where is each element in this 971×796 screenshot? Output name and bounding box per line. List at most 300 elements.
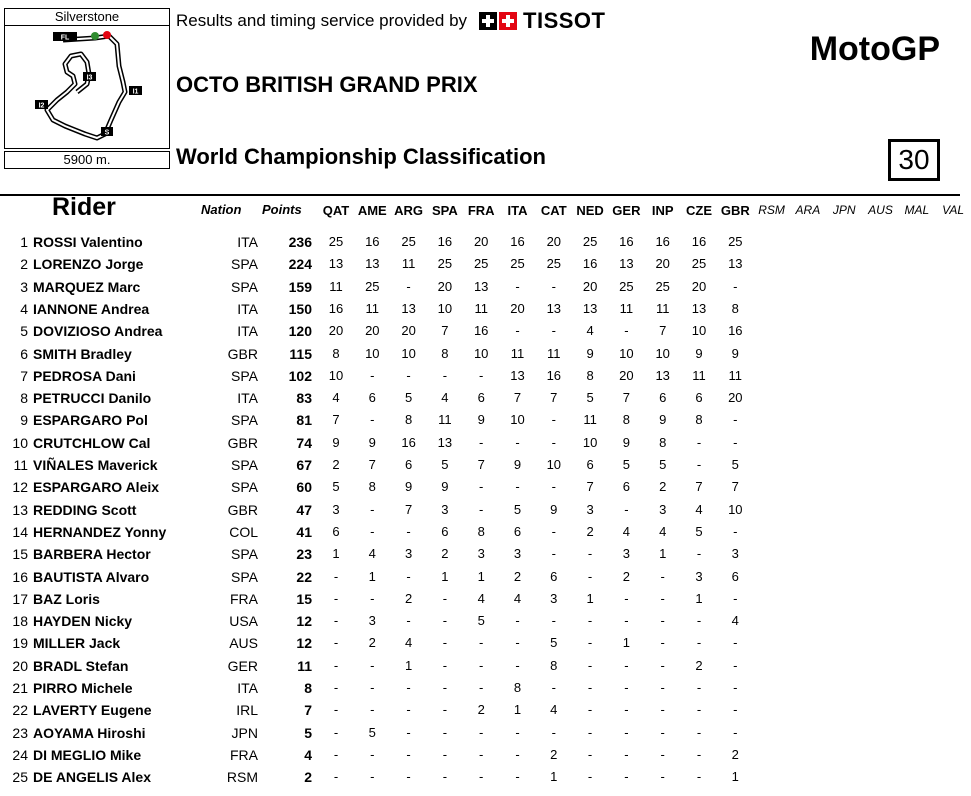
race-result: 4 — [368, 546, 376, 562]
race-result: - — [515, 635, 520, 651]
table-row — [0, 591, 960, 613]
race-result: 10 — [473, 345, 489, 361]
race-result: 25 — [582, 234, 598, 249]
race-result: 20 — [691, 278, 707, 294]
race-result: - — [406, 278, 411, 294]
race-result: 8 — [404, 412, 413, 428]
race-result: - — [624, 657, 629, 673]
race-result: 11 — [583, 412, 597, 428]
table-row — [0, 635, 960, 657]
race-result: 2 — [695, 657, 703, 673]
rider-nation: ITA — [237, 300, 258, 317]
rider-nation: AUS — [229, 635, 258, 652]
race-result: - — [479, 635, 484, 651]
race-result: - — [696, 457, 702, 472]
race-result: 1 — [441, 568, 449, 584]
timing-provider — [176, 8, 605, 34]
race-result: - — [551, 613, 556, 629]
race-result: 3 — [513, 546, 522, 562]
race-result: 3 — [586, 501, 594, 517]
race-result: 16 — [619, 234, 634, 249]
column-header-mal: MAL — [904, 203, 930, 217]
table-row — [0, 569, 960, 591]
race-result: 11 — [655, 300, 670, 316]
race-result: 25 — [728, 234, 743, 249]
rider-points: 12 — [296, 613, 312, 630]
race-result: - — [333, 680, 339, 695]
rider-points: 120 — [288, 323, 312, 340]
race-result: 7 — [731, 479, 739, 495]
rider-nation: ITA — [237, 323, 258, 340]
race-result: 11 — [438, 412, 452, 428]
race-result: - — [733, 702, 738, 718]
series-title: MotoGP — [809, 30, 940, 68]
race-result: 25 — [401, 234, 416, 249]
rider-name: DOVIZIOSO Andrea — [33, 323, 163, 340]
rider-name: REDDING Scott — [33, 501, 137, 518]
rider-position: 2 — [20, 256, 28, 273]
rider-name: DE ANGELIS Alex — [33, 769, 151, 786]
race-result: 13 — [328, 256, 344, 272]
rider-points: 236 — [288, 234, 312, 250]
column-header-inp: INP — [651, 203, 674, 218]
race-result: 9 — [622, 434, 630, 450]
race-result: 20 — [510, 300, 525, 316]
race-result: 11 — [474, 300, 488, 316]
race-result: 10 — [582, 434, 598, 450]
rider-points: 4 — [304, 746, 312, 763]
race-result: 1 — [659, 546, 667, 562]
race-result: 4 — [586, 323, 594, 339]
race-result: 13 — [655, 367, 670, 383]
race-result: 13 — [473, 278, 489, 294]
race-result: 6 — [477, 390, 485, 406]
race-result: - — [515, 278, 520, 294]
race-result: - — [551, 434, 556, 450]
table-row — [0, 390, 960, 412]
race-result: - — [624, 590, 629, 606]
race-result: - — [370, 412, 375, 428]
race-result: 11 — [547, 345, 561, 361]
race-result: - — [696, 724, 702, 740]
race-result: - — [733, 724, 738, 740]
race-result: 4 — [513, 590, 522, 606]
race-result: - — [406, 680, 411, 695]
race-result: 8 — [586, 367, 594, 383]
race-result: 16 — [655, 234, 670, 249]
race-result: 4 — [332, 390, 340, 406]
race-result: - — [696, 635, 702, 651]
race-result: 5 — [695, 523, 703, 539]
svg-text:I3: I3 — [86, 74, 93, 82]
race-result: 4 — [731, 613, 739, 629]
race-result: 3 — [332, 501, 340, 517]
race-result: - — [733, 680, 738, 695]
cross-icon — [479, 12, 497, 30]
rider-nation: SPA — [231, 568, 258, 585]
race-result: - — [696, 769, 702, 785]
rider-points: 115 — [289, 345, 312, 362]
race-result: 9 — [659, 412, 667, 428]
table-row — [0, 301, 960, 323]
race-result: 5 — [586, 390, 594, 406]
race-result: - — [660, 724, 665, 740]
rider-name: MARQUEZ Marc — [33, 278, 141, 295]
race-result: 20 — [728, 390, 743, 406]
race-result: 25 — [691, 256, 707, 272]
circuit-length: 5900 m. — [4, 151, 170, 169]
race-result: 16 — [437, 234, 453, 249]
rider-name: BAZ Loris — [33, 590, 100, 607]
table-row — [0, 435, 960, 457]
race-result: 2 — [622, 568, 630, 584]
column-header-nation: Nation — [201, 202, 242, 217]
race-result: - — [587, 657, 593, 673]
rider-name: ESPARGARO Pol — [33, 412, 148, 429]
rider-nation: GBR — [227, 345, 258, 362]
rider-points: 2 — [304, 769, 312, 786]
race-result: 3 — [659, 501, 667, 517]
race-result: 13 — [691, 300, 707, 316]
race-result: 6 — [550, 568, 558, 584]
race-result: 7 — [659, 323, 667, 339]
rider-position: 11 — [13, 457, 28, 473]
table-row — [0, 457, 960, 479]
race-result: - — [660, 613, 665, 629]
race-result: 6 — [586, 457, 594, 472]
race-result: - — [333, 746, 339, 762]
race-result: 9 — [731, 345, 739, 361]
race-result: 5 — [368, 724, 376, 740]
race-result: 8 — [332, 345, 340, 361]
race-result: - — [551, 546, 556, 562]
race-result: - — [515, 479, 520, 495]
race-result: - — [333, 568, 339, 584]
rider-points: 74 — [296, 434, 312, 451]
rider-position: 25 — [12, 769, 28, 786]
rider-points: 7 — [304, 702, 312, 719]
race-result: 20 — [365, 323, 380, 339]
race-result: - — [442, 367, 448, 383]
race-result: - — [515, 769, 520, 785]
table-row — [0, 346, 960, 368]
rider-points: 224 — [288, 256, 312, 273]
race-result: - — [551, 680, 556, 695]
column-header-fra: FRA — [467, 203, 495, 218]
column-header-ame: AME — [357, 203, 387, 218]
column-header-aus: AUS — [868, 203, 893, 217]
race-result: 16 — [401, 434, 416, 450]
race-result: 2 — [441, 546, 449, 562]
rider-points: 22 — [296, 568, 312, 585]
race-result: 1 — [513, 702, 522, 718]
round-number: 30 — [888, 139, 940, 181]
rider-position: 12 — [12, 479, 28, 496]
rider-position: 18 — [12, 613, 28, 630]
race-result: 10 — [328, 367, 344, 383]
race-result: 8 — [441, 345, 449, 361]
rider-position: 22 — [12, 702, 28, 719]
race-result: 11 — [510, 345, 525, 361]
rider-nation: SPA — [231, 457, 258, 473]
table-row — [0, 658, 960, 680]
race-result: 16 — [365, 234, 380, 249]
race-result: - — [660, 590, 665, 606]
rider-nation: ITA — [237, 390, 258, 407]
race-result: 5 — [622, 457, 630, 472]
race-result: 8 — [659, 434, 667, 450]
race-result: 25 — [655, 278, 670, 294]
race-result: 3 — [695, 568, 703, 584]
column-header-points: Points — [262, 202, 302, 217]
race-result: - — [406, 746, 411, 762]
race-result: 3 — [731, 546, 739, 562]
race-result: 16 — [473, 323, 489, 339]
race-result: 25 — [473, 256, 489, 272]
race-result: - — [624, 323, 629, 339]
race-result: 7 — [513, 390, 522, 406]
race-result: - — [406, 523, 411, 539]
race-result: 20 — [582, 278, 598, 294]
race-result: 7 — [404, 501, 413, 517]
race-result: 20 — [437, 278, 453, 294]
table-row — [0, 613, 960, 635]
race-result: 3 — [368, 613, 376, 629]
circuit-map — [4, 25, 170, 149]
race-result: 5 — [731, 457, 739, 472]
race-result: - — [479, 724, 484, 740]
race-result: - — [587, 635, 593, 651]
tissot-logo — [479, 8, 605, 34]
rider-points: 47 — [296, 501, 312, 518]
rider-nation: GBR — [227, 434, 258, 451]
race-result: - — [733, 635, 738, 651]
rider-name: ESPARGARO Aleix — [33, 479, 160, 496]
rider-position: 20 — [12, 657, 28, 674]
race-result: - — [370, 769, 375, 785]
race-result: 10 — [510, 412, 525, 428]
race-result: 20 — [473, 234, 489, 249]
rider-nation: GER — [227, 657, 258, 674]
rider-nation: USA — [229, 613, 258, 630]
column-header-gbr: GBR — [720, 203, 750, 218]
race-result: 8 — [550, 657, 558, 673]
race-result: - — [733, 278, 738, 294]
race-result: - — [733, 523, 738, 539]
race-result: - — [696, 702, 702, 718]
race-result: 8 — [368, 479, 376, 495]
race-result: 9 — [477, 412, 485, 428]
race-result: - — [660, 746, 665, 762]
race-result: - — [479, 501, 484, 517]
race-result: 9 — [586, 345, 594, 361]
race-result: 8 — [622, 412, 630, 428]
rider-position: 10 — [12, 434, 28, 451]
race-result: - — [406, 613, 411, 629]
rider-name: BARBERA Hector — [33, 546, 151, 563]
race-result: - — [515, 657, 520, 673]
race-result: 10 — [546, 457, 562, 472]
race-result: 10 — [437, 300, 453, 316]
race-result: - — [333, 590, 339, 606]
race-result: 1 — [332, 546, 340, 562]
race-result: - — [587, 702, 593, 718]
race-result: - — [370, 657, 375, 673]
rider-points: 60 — [296, 479, 312, 496]
rider-name: PETRUCCI Danilo — [33, 390, 152, 407]
race-result: - — [406, 702, 411, 718]
race-result: - — [406, 724, 411, 740]
table-row — [0, 546, 960, 568]
rider-name: HAYDEN Nicky — [33, 613, 133, 630]
race-result: - — [551, 412, 556, 428]
race-result: 13 — [365, 256, 380, 272]
rider-name: PIRRO Michele — [33, 680, 133, 696]
race-result: - — [479, 680, 484, 695]
race-result: - — [696, 546, 702, 562]
rider-position: 14 — [12, 523, 28, 540]
table-row — [0, 702, 960, 724]
race-result: 2 — [550, 746, 558, 762]
race-result: 6 — [368, 390, 376, 406]
rider-nation: IRL — [236, 702, 258, 719]
swiss-cross-icon — [499, 12, 517, 30]
rider-position: 23 — [12, 724, 28, 741]
rider-nation: FRA — [230, 746, 258, 763]
column-header-ita: ITA — [507, 203, 528, 218]
svg-text:I1: I1 — [132, 88, 139, 96]
column-header-rsm: RSM — [758, 203, 785, 217]
race-result: 1 — [622, 635, 630, 651]
race-result: 1 — [695, 590, 703, 606]
race-result: 3 — [404, 546, 413, 562]
rider-position: 7 — [20, 367, 28, 384]
race-result: - — [442, 657, 448, 673]
table-row — [0, 524, 960, 546]
race-result: 4 — [622, 523, 630, 539]
rider-name: BRADL Stefan — [33, 657, 129, 674]
race-result: - — [551, 278, 556, 294]
race-result: 2 — [332, 457, 340, 472]
race-result: 1 — [477, 568, 485, 584]
race-result: 8 — [477, 523, 485, 539]
race-result: - — [515, 323, 520, 339]
race-result: - — [733, 434, 738, 450]
column-header-rider: Rider — [52, 193, 116, 221]
race-result: 5 — [513, 501, 522, 517]
rider-nation: JPN — [231, 724, 258, 741]
rider-position: 13 — [12, 501, 28, 518]
race-result: 20 — [328, 323, 344, 339]
race-result: 5 — [477, 613, 485, 629]
race-result: 1 — [586, 590, 594, 606]
race-result: 1 — [368, 568, 376, 584]
column-header-ger: GER — [612, 203, 641, 218]
race-result: - — [370, 501, 375, 517]
rider-name: DI MEGLIO Mike — [33, 746, 142, 763]
race-result: - — [660, 635, 665, 651]
race-result: 25 — [619, 278, 634, 294]
race-result: 2 — [368, 635, 376, 651]
rider-position: 19 — [12, 635, 28, 652]
rider-points: 67 — [296, 457, 312, 473]
rider-position: 8 — [20, 390, 28, 407]
race-result: 11 — [365, 300, 380, 316]
race-result: 6 — [695, 390, 703, 406]
race-result: - — [442, 590, 448, 606]
rider-name: IANNONE Andrea — [33, 300, 150, 317]
race-result: - — [733, 412, 738, 428]
rider-position: 17 — [12, 590, 28, 607]
rider-position: 15 — [12, 546, 28, 563]
race-result: - — [515, 434, 520, 450]
race-result: 5 — [332, 479, 340, 495]
race-result: - — [587, 680, 593, 695]
race-result: - — [479, 479, 484, 495]
rider-position: 16 — [12, 568, 28, 585]
race-result: 16 — [510, 234, 525, 249]
rider-nation: SPA — [231, 278, 258, 295]
race-result: 7 — [332, 412, 340, 428]
race-result: 7 — [441, 323, 449, 339]
race-result: - — [442, 724, 448, 740]
race-result: - — [733, 657, 738, 673]
race-result: 2 — [513, 568, 522, 584]
race-result: 10 — [691, 323, 707, 339]
table-row — [0, 479, 960, 501]
race-result: 5 — [550, 635, 558, 651]
table-row — [0, 412, 960, 434]
rider-points: 12 — [296, 635, 312, 652]
race-result: 1 — [550, 769, 558, 785]
rider-nation: ITA — [237, 234, 258, 250]
race-result: 7 — [586, 479, 594, 495]
race-result: 7 — [550, 390, 558, 406]
race-result: - — [551, 479, 556, 495]
race-result: 9 — [368, 434, 376, 450]
race-result: 11 — [619, 300, 634, 316]
race-result: 16 — [546, 367, 562, 383]
race-result: 1 — [404, 657, 413, 673]
rider-nation: SPA — [231, 256, 258, 273]
race-result: 4 — [550, 702, 558, 718]
race-result: 3 — [477, 546, 485, 562]
race-result: 2 — [586, 523, 594, 539]
column-header-ned: NED — [576, 203, 604, 218]
race-result: 11 — [401, 256, 416, 272]
race-result: 6 — [622, 479, 630, 495]
race-result: 7 — [622, 390, 630, 406]
race-result: - — [406, 568, 411, 584]
race-result: - — [660, 769, 665, 785]
race-result: - — [333, 613, 339, 629]
race-result: - — [624, 613, 629, 629]
race-result: - — [696, 434, 702, 450]
race-result: 13 — [619, 256, 634, 272]
rider-nation: COL — [229, 523, 258, 540]
rider-position: 3 — [20, 278, 28, 295]
race-result: 25 — [546, 256, 562, 272]
table-row — [0, 747, 960, 769]
race-result: - — [479, 367, 484, 383]
table-row — [0, 502, 960, 524]
rider-name: PEDROSA Dani — [33, 367, 136, 384]
rider-points: 150 — [288, 300, 312, 317]
rider-position: 24 — [12, 746, 28, 763]
table-row — [0, 368, 960, 390]
race-result: - — [333, 769, 339, 785]
race-result: 3 — [550, 590, 558, 606]
